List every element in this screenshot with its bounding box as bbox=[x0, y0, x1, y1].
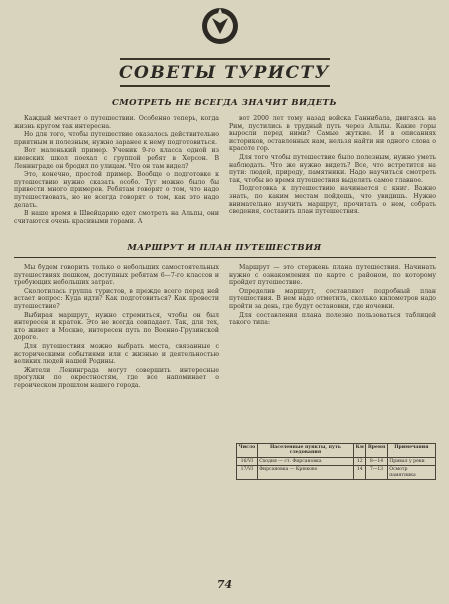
emblem-icon bbox=[200, 6, 240, 46]
table-cell: 12 bbox=[354, 457, 366, 465]
table-cell: 14 bbox=[354, 466, 366, 480]
table-header-row bbox=[237, 444, 436, 458]
section2-left-column bbox=[14, 264, 219, 566]
table-cell: Привал у реки bbox=[387, 457, 435, 465]
table-header-cell: Населенные пункты, путь следования bbox=[257, 444, 353, 458]
paragraph: Мы будем говорить только о небольших самостоятельных путешествиях пешком, доступных ребятам 6—7-го классов и требующих небольших затрат. bbox=[14, 264, 219, 287]
page-title: СОВЕТЫ ТУРИСТУ bbox=[119, 63, 330, 83]
paragraph: В наше время в Швейцарию едет смотреть на Альпы, они считаются очень красивыми горами. А bbox=[14, 210, 219, 225]
table-row bbox=[237, 457, 436, 465]
table-cell: Сходня — ст. Фирсановка bbox=[257, 457, 353, 465]
paragraph: Для составления плана полезно пользоваться таблицей такого типа: bbox=[229, 311, 436, 327]
table-cell: Осмотр памятника bbox=[387, 466, 435, 480]
paragraph: Для путешествия можно выбрать места, связанные с историческими событиями или с жизнью и деятельностью великих людей нашей Родины. bbox=[14, 342, 219, 366]
paragraph: Жители Ленинграда могут совершить интересные прогулки по окрестностям, где все напоминает о героическом прошлом нашего города. bbox=[14, 366, 219, 389]
table-header-cell: Км bbox=[354, 444, 366, 458]
paragraph: Но для того, чтобы путешествие оказалось действительно приятным и полезным, нужно заранее к нему подготовиться. bbox=[14, 131, 219, 146]
table-cell: Фирсановка — Крюково bbox=[257, 466, 353, 480]
paragraph: Каждый мечтает о путешествии. Особенно теперь, когда жизнь кругом так интересна. bbox=[14, 115, 219, 130]
paragraph: вот 2000 лет тому назад войска Ганнибала, двигаясь на Рим, пустились в трудный путь через Альпы. Какие горы выросли перед ними? Самые жуткие. И в описаниях историков, оставленных нам, нельзя найти ни одного слова о красоте гор. bbox=[229, 115, 436, 153]
section-subtitle: СМОТРЕТЬ НЕ ВСЕГДА ЗНАЧИТ ВИДЕТЬ bbox=[111, 98, 338, 108]
title-rule-bottom bbox=[120, 85, 330, 87]
paragraph: Маршрут — это стержень плана путешествия. Начинать нужно с ознакомления по карте с районом, по которому пройдет путешествие. bbox=[229, 264, 436, 287]
paragraph: Сколотилась группа туристов, в прежде всего перед ней встает вопрос: Куда идти? Как подготовиться? Как провести путешествие? bbox=[14, 287, 219, 310]
section1-left-column bbox=[14, 115, 219, 233]
paragraph: Вот маленький пример. Ученик 9-го класса одной из киевских школ поехал с группой ребят в Херсон. В Ленинграде он бродил по улицам. Что он там видел? bbox=[14, 147, 219, 170]
table-cell: 17/VI bbox=[237, 466, 258, 480]
table-header-cell: Время bbox=[366, 444, 387, 458]
paragraph: Выбирая маршрут, нужно стремиться, чтобы он был интересен и краток. Это не всегда совпадает. Так, для тех, кто живет в Москве, интересен путь по Военно-Грузинской дороге. bbox=[14, 311, 219, 342]
table-header-cell: Число bbox=[237, 444, 258, 458]
paragraph: Подготовка к путешествию начинается с книг. Важно знать, по каким местам пойдешь, что увидишь. Нужно внимательно изучить маршрут, прочитать о нем, собрать сведения, составить план путешествия. bbox=[229, 185, 436, 216]
section2-right-column bbox=[229, 264, 436, 438]
section1-right-column bbox=[229, 115, 436, 233]
table-cell: 8—14 bbox=[366, 457, 387, 465]
paragraph: Для того чтобы путешествие было полезным, нужно уметь наблюдать. Что же нужно видеть? Все, что встретится на пути: людей, природу, памятники. Надо научиться смотреть так, чтобы во время путешествия выделять самое главное. bbox=[229, 153, 436, 184]
itinerary-table bbox=[236, 443, 436, 480]
table-header-cell: Примечания bbox=[387, 444, 435, 458]
table-row bbox=[237, 466, 436, 480]
section2-title: МАРШРУТ И ПЛАН ПУТЕШЕСТВИЯ bbox=[127, 243, 322, 253]
page-number: 74 bbox=[216, 578, 233, 591]
paragraph: Это, конечно, простой пример. Вообще о подготовке к путешествию нужно сказать особо. Тут можно было бы привести много примеров. Ребятам говорят о том, что надо путешествовать, но не всегда говорят о том, как это надо делать. bbox=[14, 171, 219, 209]
paragraph: Определив маршрут, составляют подробный план путешествия. В нем надо отметить, сколько километров надо пройти за день, где будут остановки, где ночевки. bbox=[229, 287, 436, 310]
section2-rule bbox=[14, 257, 436, 258]
table-cell: 7—13 bbox=[366, 466, 387, 480]
table-cell: 16/VI bbox=[237, 457, 258, 465]
title-rule-top bbox=[120, 58, 330, 60]
